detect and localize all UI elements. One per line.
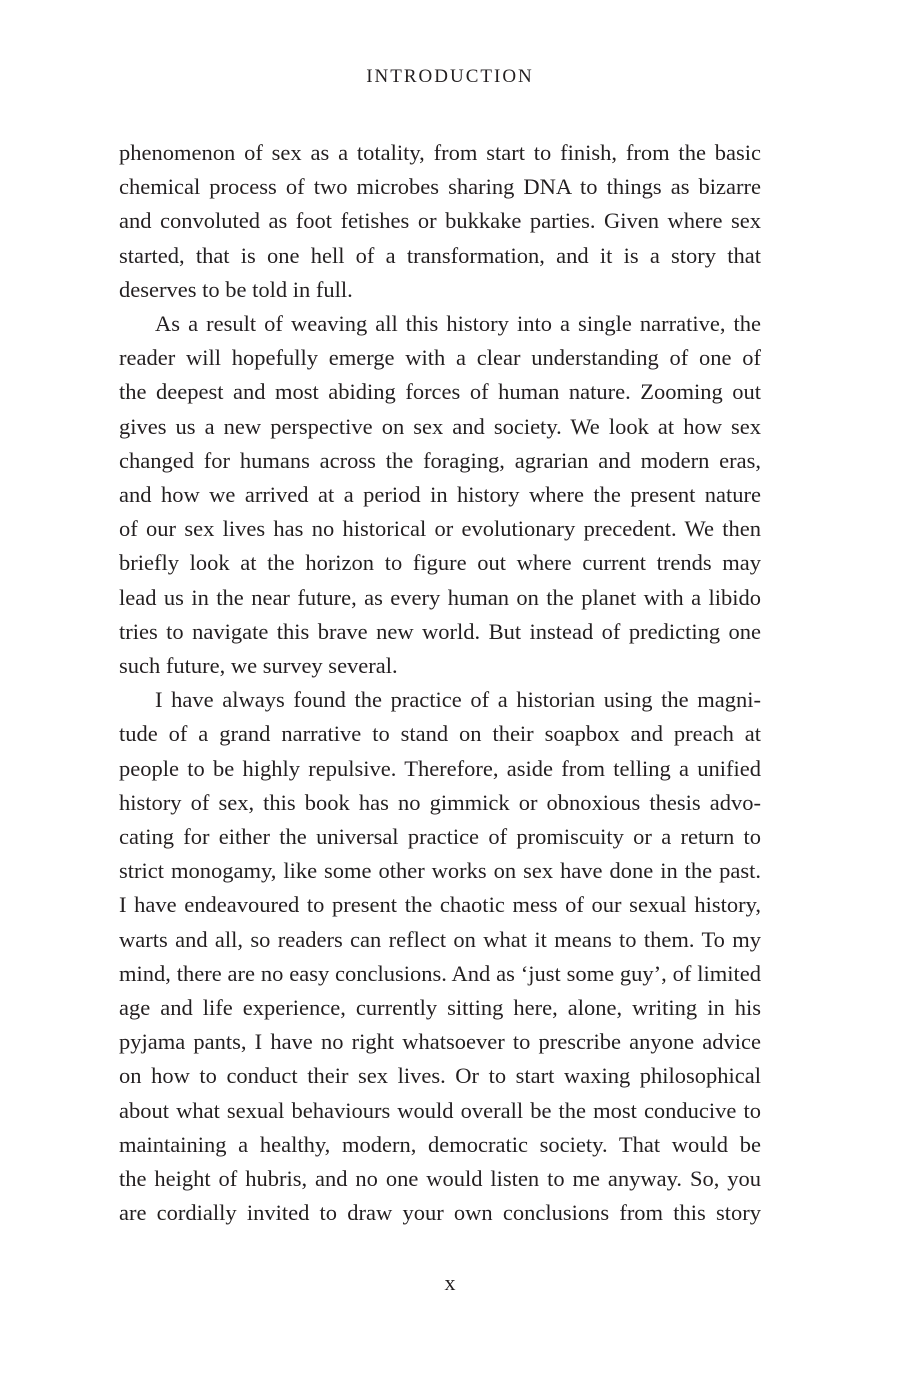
text-line: gives us a new perspective on sex and society. We look at how sex <box>119 413 761 439</box>
body-text <box>119 136 761 1231</box>
text-line: warts and all, so readers can reflect on what it means to them. To my <box>119 926 761 952</box>
text-line: maintaining a healthy, modern, democratic society. That would be <box>119 1131 761 1157</box>
paragraph-2 <box>119 307 761 683</box>
text-line: changed for humans across the foraging, agrarian and modern eras, <box>119 447 761 473</box>
page-number: x <box>444 1270 456 1295</box>
text-line: deserves to be told in full. <box>119 276 353 302</box>
text-line: cating for either the universal practice of promiscuity or a return to <box>119 824 761 850</box>
running-head: INTRODUCTION <box>366 66 534 87</box>
text-line: of our sex lives has no historical or evolutionary precedent. We then <box>119 516 761 542</box>
text-line: As a result of weaving all this history into a single narrative, the <box>155 311 761 337</box>
text-line: briefly look at the horizon to figure out where current trends may <box>119 550 761 576</box>
text-line: history of sex, this book has no gimmick or obnoxious thesis advo- <box>119 789 761 815</box>
text-line: mind, there are no easy conclusions. And as ‘just some guy’, of limited <box>119 960 761 986</box>
text-line: I have endeavoured to present the chaotic mess of our sexual history, <box>119 892 761 918</box>
text-line: strict monogamy, like some other works on sex have done in the past. <box>119 858 761 884</box>
text-line: pyjama pants, I have no right whatsoever to prescribe anyone advice <box>119 1029 761 1055</box>
text-line: and how we arrived at a period in history where the present nature <box>119 482 761 508</box>
text-line: reader will hopefully emerge with a clear understanding of one of <box>119 345 761 371</box>
text-line: the height of hubris, and no one would listen to me anyway. So, you <box>119 1166 761 1192</box>
text-line: age and life experience, currently sitting here, alone, writing in his <box>119 995 761 1021</box>
text-line: chemical process of two microbes sharing DNA to things as bizarre <box>119 174 761 200</box>
text-line: the deepest and most abiding forces of human nature. Zooming out <box>119 379 761 405</box>
text-line: tries to navigate this brave new world. But instead of predicting one <box>119 618 761 644</box>
text-line: tude of a grand narrative to stand on their soapbox and preach at <box>119 721 761 747</box>
text-line: started, that is one hell of a transformation, and it is a story that <box>119 242 761 268</box>
text-line: lead us in the near future, as every human on the planet with a libido <box>119 584 761 610</box>
text-line: are cordially invited to draw your own conclusions from this story <box>119 1200 761 1226</box>
text-line: people to be highly repulsive. Therefore, aside from telling a unified <box>119 755 761 781</box>
text-line: I have always found the practice of a historian using the magni- <box>155 687 761 713</box>
paragraph-1 <box>119 136 761 307</box>
text-line: phenomenon of sex as a totality, from start to finish, from the basic <box>119 140 761 165</box>
text-line: on how to conduct their sex lives. Or to start waxing philosophical <box>119 1063 761 1089</box>
text-line: about what sexual behaviours would overall be the most conducive to <box>119 1097 761 1123</box>
text-line: and convoluted as foot fetishes or bukkake parties. Given where sex <box>119 208 761 234</box>
paragraph-3 <box>119 683 761 1230</box>
text-line: such future, we survey several. <box>119 653 398 679</box>
